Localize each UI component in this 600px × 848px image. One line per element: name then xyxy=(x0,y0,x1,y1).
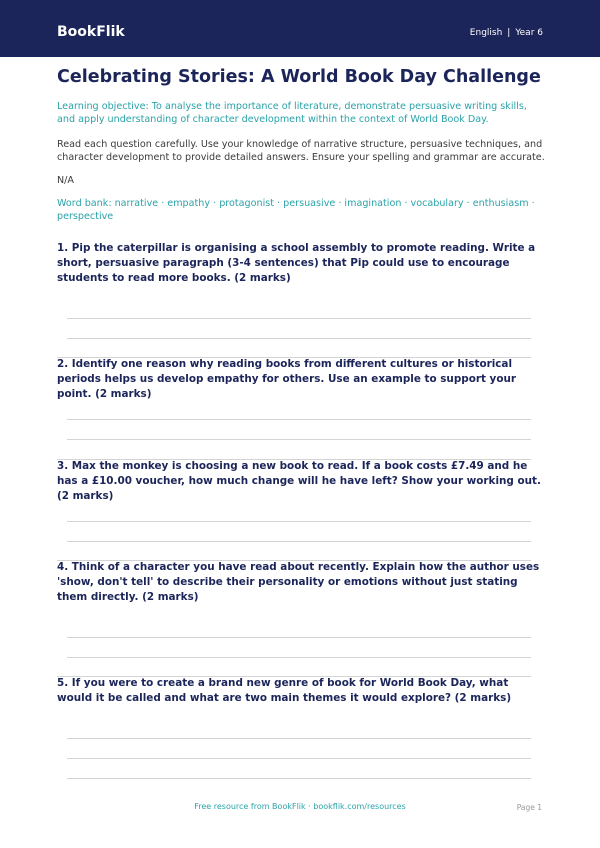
question-1: 1. Pip the caterpillar is organising a school assembly to promote reading. Write a short, persuasive paragraph (3-4 sentences) that Pip could use to encourage students to read more books. (2 marks) xyxy=(57,242,536,284)
instructions: Read each question carefully. Use your knowledge of narrative structure, persuasive techniques, and character development to provide detailed answers. Ensure your spelling and grammar are accurate. xyxy=(57,139,545,163)
answer-line[interactable] xyxy=(67,419,531,420)
answer-line[interactable] xyxy=(67,318,531,319)
answer-line[interactable] xyxy=(67,758,531,759)
worksheet-title: Celebrating Stories: A World Book Day Challenge xyxy=(57,67,541,87)
year-label: Year 6 xyxy=(515,28,543,38)
question-2: 2. Identify one reason why reading books from different cultures or historical periods helps us develop empathy for others. Use an example to support your point. (2 marks) xyxy=(57,358,516,400)
learning-objective: Learning objective: To analyse the importance of literature, demonstrate persuasive writing skills, and apply understanding of character development within the context of World Book Day. xyxy=(57,101,527,125)
answer-line[interactable] xyxy=(67,439,531,440)
page-header xyxy=(0,0,600,57)
answer-line[interactable] xyxy=(67,738,531,739)
answer-line[interactable] xyxy=(67,778,531,779)
page-number: Page 1 xyxy=(516,803,542,812)
subject-label: English xyxy=(469,28,503,38)
answer-line[interactable] xyxy=(67,657,531,658)
question-3: 3. Max the monkey is choosing a new book to read. If a book costs £7.49 and he has a £10.00 voucher, how much change will he have left? Show your working out. (2 marks) xyxy=(57,460,541,502)
subject-year xyxy=(470,27,543,39)
word-bank: Word bank: narrative · empathy · protagonist · persuasive · imagination · vocabulary · enthusiasm · perspective xyxy=(57,198,535,222)
answer-line[interactable] xyxy=(67,521,531,522)
answer-line[interactable] xyxy=(67,338,531,339)
question-4: 4. Think of a character you have read about recently. Explain how the author uses 'show, don't tell' to describe their personality or emotions without just stating them directly. (2 marks) xyxy=(57,561,540,603)
answer-line[interactable] xyxy=(67,637,531,638)
answer-line[interactable] xyxy=(67,541,531,542)
footer-resource-link[interactable]: Free resource from BookFlik · bookflik.com/resources xyxy=(194,802,406,811)
note: N/A xyxy=(57,175,74,186)
meta-separator: | xyxy=(507,28,511,38)
brand-logo[interactable]: BookFlik xyxy=(57,24,125,40)
question-5: 5. If you were to create a brand new genre of book for World Book Day, what would it be called and what are two main themes it would explore? (2 marks) xyxy=(57,677,512,704)
